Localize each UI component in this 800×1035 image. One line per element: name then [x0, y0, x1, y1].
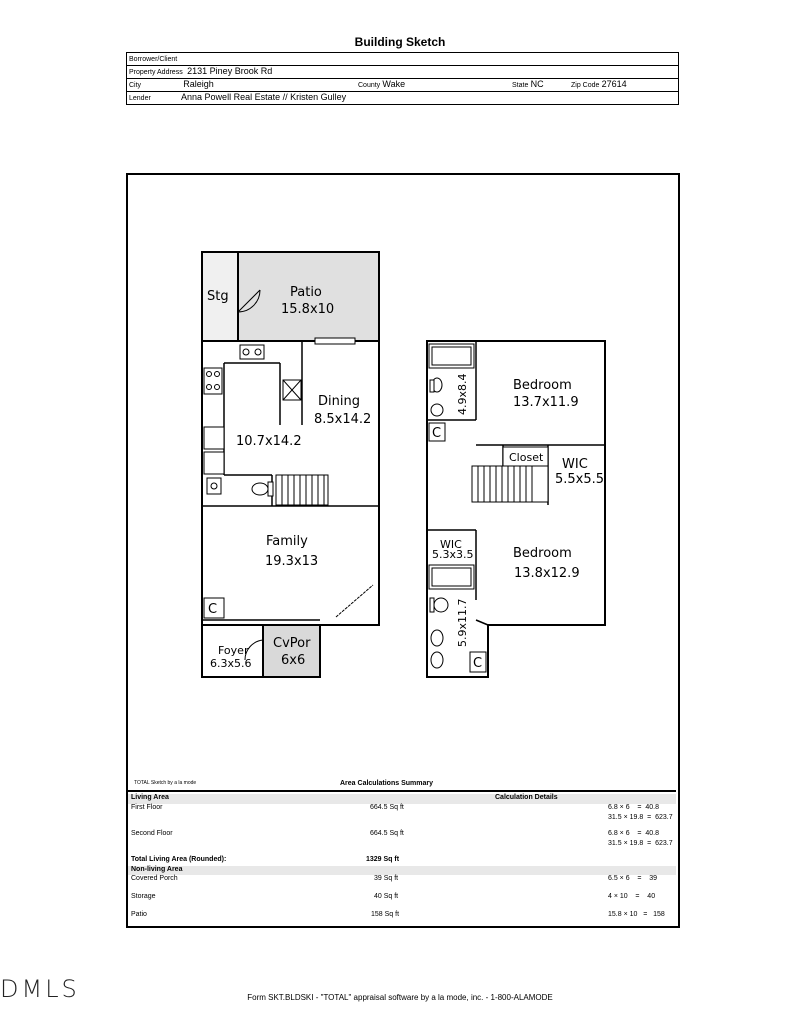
non-living-header — [128, 866, 676, 875]
area-calculations — [128, 790, 676, 918]
calc-details-label: Calculation Details — [495, 794, 558, 801]
state-label: State — [512, 82, 529, 89]
closet-c-label-3: C — [473, 656, 483, 671]
state-value: NC — [530, 79, 544, 89]
wic2-dim: 5.3x3.5 — [432, 548, 474, 561]
first-floor-calc1: 6.8 × 6 = 40.8 — [608, 804, 659, 811]
family-dim: 19.3x13 — [265, 554, 319, 569]
closet-c-label-2: C — [432, 426, 442, 441]
form-footer: Form SKT.BLDSKI - "TOTAL" appraisal software by a la mode, inc. - 1-800-ALAMODE — [247, 993, 553, 1002]
patio-sqft: 158 Sq ft — [371, 911, 400, 918]
wic1-label: WIC — [562, 457, 588, 472]
second-floor-sqft: 664.5 Sq ft — [370, 830, 404, 837]
borrower-label: Borrower/Client — [129, 56, 178, 63]
covered-porch-calc: 6.5 × 6 = 39 — [608, 875, 658, 882]
city-label: City — [129, 82, 142, 89]
patio-calc-label: Patio — [131, 911, 147, 918]
stg-label: Stg — [207, 289, 229, 304]
second-floor-calc1: 6.8 × 6 = 40.8 — [608, 830, 659, 837]
sketch-credit: TOTAL Sketch by a la mode — [134, 780, 197, 786]
patio-dim: 15.8x10 — [281, 302, 335, 317]
dmls-logo: DMLS — [0, 975, 80, 1003]
kitchen-dim: 10.7x14.2 — [236, 434, 302, 449]
wic1-dim: 5.5x5.5 — [555, 472, 605, 487]
bath2-dim: 5.9x11.7 — [456, 598, 469, 647]
bath1-dim: 4.9x8.4 — [456, 373, 469, 415]
bedroom1-label: Bedroom — [513, 378, 572, 393]
address-label: Property Address — [129, 69, 183, 76]
area-summary-title: Area Calculations Summary — [340, 780, 433, 787]
first-floor-sqft: 664.5 Sq ft — [370, 804, 404, 811]
closet-label: Closet — [509, 451, 544, 464]
storage-label: Storage — [131, 893, 156, 900]
zip-label: Zip Code — [571, 82, 600, 89]
bedroom1-dim: 13.7x11.9 — [513, 395, 579, 410]
covered-porch-room — [263, 625, 320, 677]
living-area-header — [128, 794, 676, 804]
city-value: Raleigh — [183, 79, 214, 89]
bedroom2-dim: 13.8x12.9 — [514, 566, 580, 581]
cvpor-label: CvPor — [273, 636, 311, 651]
first-floor-calc2: 31.5 × 19.8 = 623.7 — [608, 814, 673, 821]
foyer-label: Foyer — [218, 644, 249, 657]
cvpor-dim: 6x6 — [281, 653, 306, 668]
dining-dim: 8.5x14.2 — [314, 412, 372, 427]
non-living-label: Non-living Area — [131, 866, 183, 873]
covered-porch-label: Covered Porch — [131, 875, 178, 882]
county-value: Wake — [382, 79, 406, 89]
patio-calc: 15.8 × 10 = 158 — [608, 911, 665, 918]
county-label: County — [358, 82, 381, 89]
storage-sqft: 40 Sq ft — [374, 893, 399, 900]
closet-c-label-1: C — [208, 602, 218, 617]
lender-value: Anna Powell Real Estate // Kristen Gulley — [181, 92, 347, 102]
address-value: 2131 Piney Brook Rd — [187, 66, 273, 76]
lender-label: Lender — [129, 95, 151, 102]
wic2-label: WIC — [440, 538, 462, 551]
total-label: Total Living Area (Rounded): — [131, 856, 227, 863]
dining-label: Dining — [318, 394, 360, 409]
bedroom2-label: Bedroom — [513, 546, 572, 561]
second-floor-calc2: 31.5 × 19.8 = 623.7 — [608, 840, 673, 847]
storage-calc: 4 × 10 = 40 — [608, 893, 656, 900]
second-floor-label: Second Floor — [131, 830, 173, 837]
patio-label: Patio — [290, 285, 322, 300]
covered-porch-sqft: 39 Sq ft — [374, 875, 399, 882]
first-floor-label: First Floor — [131, 804, 163, 811]
living-area-label: Living Area — [131, 794, 169, 801]
total-value: 1329 Sq ft — [366, 856, 400, 863]
page-title: Building Sketch — [354, 35, 446, 49]
foyer-dim: 6.3x5.6 — [210, 657, 252, 670]
zip-value: 27614 — [601, 79, 627, 89]
family-label: Family — [266, 534, 308, 549]
